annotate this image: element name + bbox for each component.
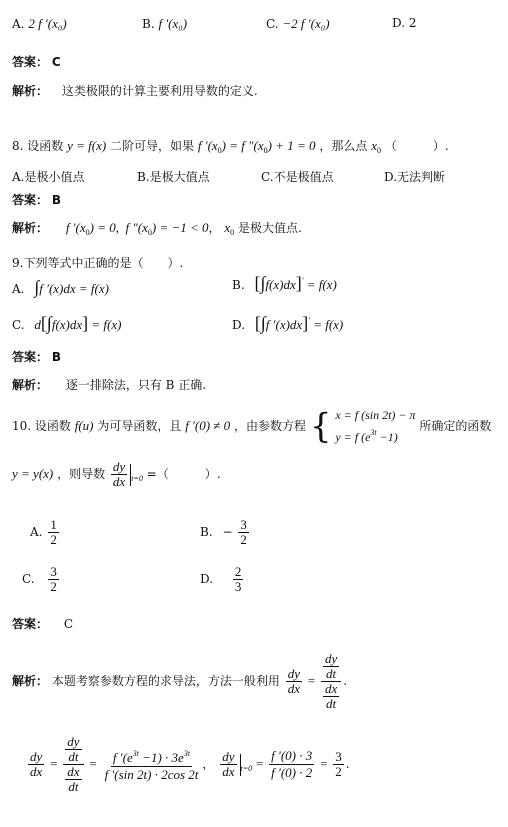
explain-text: 本题考察参数方程的求导法，方法一般利用 <box>51 674 280 688</box>
q10-option-d-label: D. <box>200 572 214 586</box>
q10-stem-d: 所确定的函数 <box>419 419 492 433</box>
explain-label: 解析： <box>12 221 49 235</box>
q9-option-b: B. [∫f(x)dx]′ = f(x) <box>232 273 337 293</box>
q7-option-a-math: 2 f ′(x₀) <box>28 16 67 31</box>
q10-option-a-num: 1 <box>50 517 57 532</box>
answer-label: 答案： <box>12 193 49 207</box>
q9-option-c-label: C. <box>12 318 25 332</box>
q10-option-b-num: 3 <box>240 517 247 532</box>
q7-option-d-math: 2 <box>408 16 417 30</box>
q10-stem-f: =（ ）. <box>146 467 221 481</box>
q8-option-c: C.不是极值点 <box>261 170 334 184</box>
q10-option-c-den: 2 <box>50 579 57 594</box>
q10-derivation: $\frac{dy}{dx}$ = $\frac{\frac{dy}{dt}}{\frac{dx}{dt}}$ = $\frac{f '(e^{3t} -1) \cdot 3e^{3t}}{f '(\sin 2t) \cdot 2\cos 2t}$ ， $\frac{dy}{dx}$ $_{t=0}$ = $\frac{f '(0) \cdot 3}{f '(0) \cdot 2}$ = $\frac{3}{2}$ . <box>30 734 350 794</box>
q7-option-c-math: −2 f ′(x₀) <box>282 16 330 31</box>
q10-stem-e: ，则导数 <box>57 467 106 481</box>
q7-option-d <box>392 16 416 30</box>
q7-option-a-label: A. <box>12 17 25 31</box>
q10-option-c-num: 3 <box>50 564 57 579</box>
q7-answer <box>12 53 61 70</box>
q10-stem-b: 为可导函数，且 <box>97 419 182 433</box>
q7-option-c <box>266 16 330 32</box>
q8-stem-c: ，那么点 <box>319 139 368 153</box>
answer-value: B <box>51 193 61 207</box>
q10-answer <box>12 615 73 632</box>
q8-answer <box>12 191 61 208</box>
q10-option-a-label: A. <box>30 525 43 539</box>
q7-option-b <box>142 16 187 32</box>
q10-option-d-den: 3 <box>234 579 242 594</box>
explain-text: 逐一排除法，只有 B 正确. <box>65 378 207 392</box>
answer-value: C <box>63 617 74 631</box>
q7-option-c-label: C. <box>266 17 279 31</box>
q10-option-a-den: 2 <box>50 532 57 547</box>
q8-stem-b: 二阶可导，如果 <box>110 139 195 153</box>
q9-option-b-label: B. <box>232 278 245 292</box>
explain-label: 解析： <box>12 674 49 688</box>
explain-label: 解析： <box>12 378 49 392</box>
q10-option-d <box>200 565 245 594</box>
q10-option-b <box>200 518 251 547</box>
q8-explain: 解析： f $'(x_0) = 0$, f $''(x_0) = -1 < 0$， $x_0$ 是极大值点. <box>12 220 302 237</box>
q10-option-c-label: C. <box>22 572 35 586</box>
q8-option-b: B.是极大值点 <box>137 170 210 184</box>
q10-stem-c: ，由参数方程 <box>234 419 307 433</box>
q8-option-a: A.是极小值点 <box>12 170 85 184</box>
q7-option-b-label: B. <box>142 17 155 31</box>
q7-explain <box>12 82 258 99</box>
answer-label: 答案： <box>12 55 49 69</box>
q8-option-d: D.无法判断 <box>384 170 446 184</box>
q10-option-a <box>30 518 61 547</box>
q9-stem: 9.下列等式中正确的是（ ）. <box>12 256 184 270</box>
q9-option-d-label: D. <box>232 318 246 332</box>
explain-text: 这类极限的计算主要利用导数的定义. <box>61 84 258 98</box>
answer-value: B <box>51 350 61 364</box>
explain-text: 是极大值点. <box>237 221 302 235</box>
q10-stem-a: 10. 设函数 <box>12 419 71 433</box>
q10-option-b-label: B. <box>200 525 213 539</box>
q7-options <box>12 16 67 32</box>
q10-option-b-den: 2 <box>240 532 247 547</box>
q10-stem-line1: 10. 设函数 f(u) 为可导函数，且 f ′(0) ≠ 0 ，由参数方程 { x = f (sin 2t) − π y = f $(e^{3t} -1)$ 所确定的函数 <box>12 406 492 447</box>
q9-option-a: A. ∫f ′(x)dx = f(x) <box>12 277 109 297</box>
q10-option-b-sign: − <box>222 525 233 539</box>
q8-stem: 8. 设函数 y = f(x) 二阶可导，如果 f $'(x_0) = f$ $''(x_0) + 1 = 0$ ，那么点 $x_0$ （ ）. <box>12 138 449 155</box>
q8-stem-d: （ ）. <box>384 139 449 153</box>
answer-label: 答案： <box>12 617 49 631</box>
answer-label: 答案： <box>12 350 49 364</box>
q9-option-c: C. d[∫f(x)dx] = f(x) <box>12 313 122 333</box>
q10-explain: 解析： 本题考察参数方程的求导法，方法一般利用 $\frac{dy}{dx}$ = $\frac{\frac{dy}{dt}}{\frac{dx}{dt}}$ . <box>12 651 348 711</box>
q9-explain <box>12 376 206 393</box>
q9-answer <box>12 348 61 365</box>
q9-option-a-label: A. <box>12 282 25 296</box>
q7-option-b-math: f ′(x₀) <box>158 16 188 31</box>
answer-value: C <box>51 55 61 69</box>
explain-label: 解析： <box>12 84 49 98</box>
q10-stem-line2: y = y(x) ，则导数 $\frac{dy}{dx}$ $_{t=0}$ =（ ）. <box>12 459 221 489</box>
q7-option-d-label: D. <box>392 16 406 30</box>
q10-option-d-num: 2 <box>234 564 242 579</box>
q9-option-d: D. [∫f ′(x)dx]′ = f(x) <box>232 313 344 333</box>
q10-option-c <box>22 565 61 594</box>
q8-stem-a: 8. 设函数 <box>12 139 64 153</box>
